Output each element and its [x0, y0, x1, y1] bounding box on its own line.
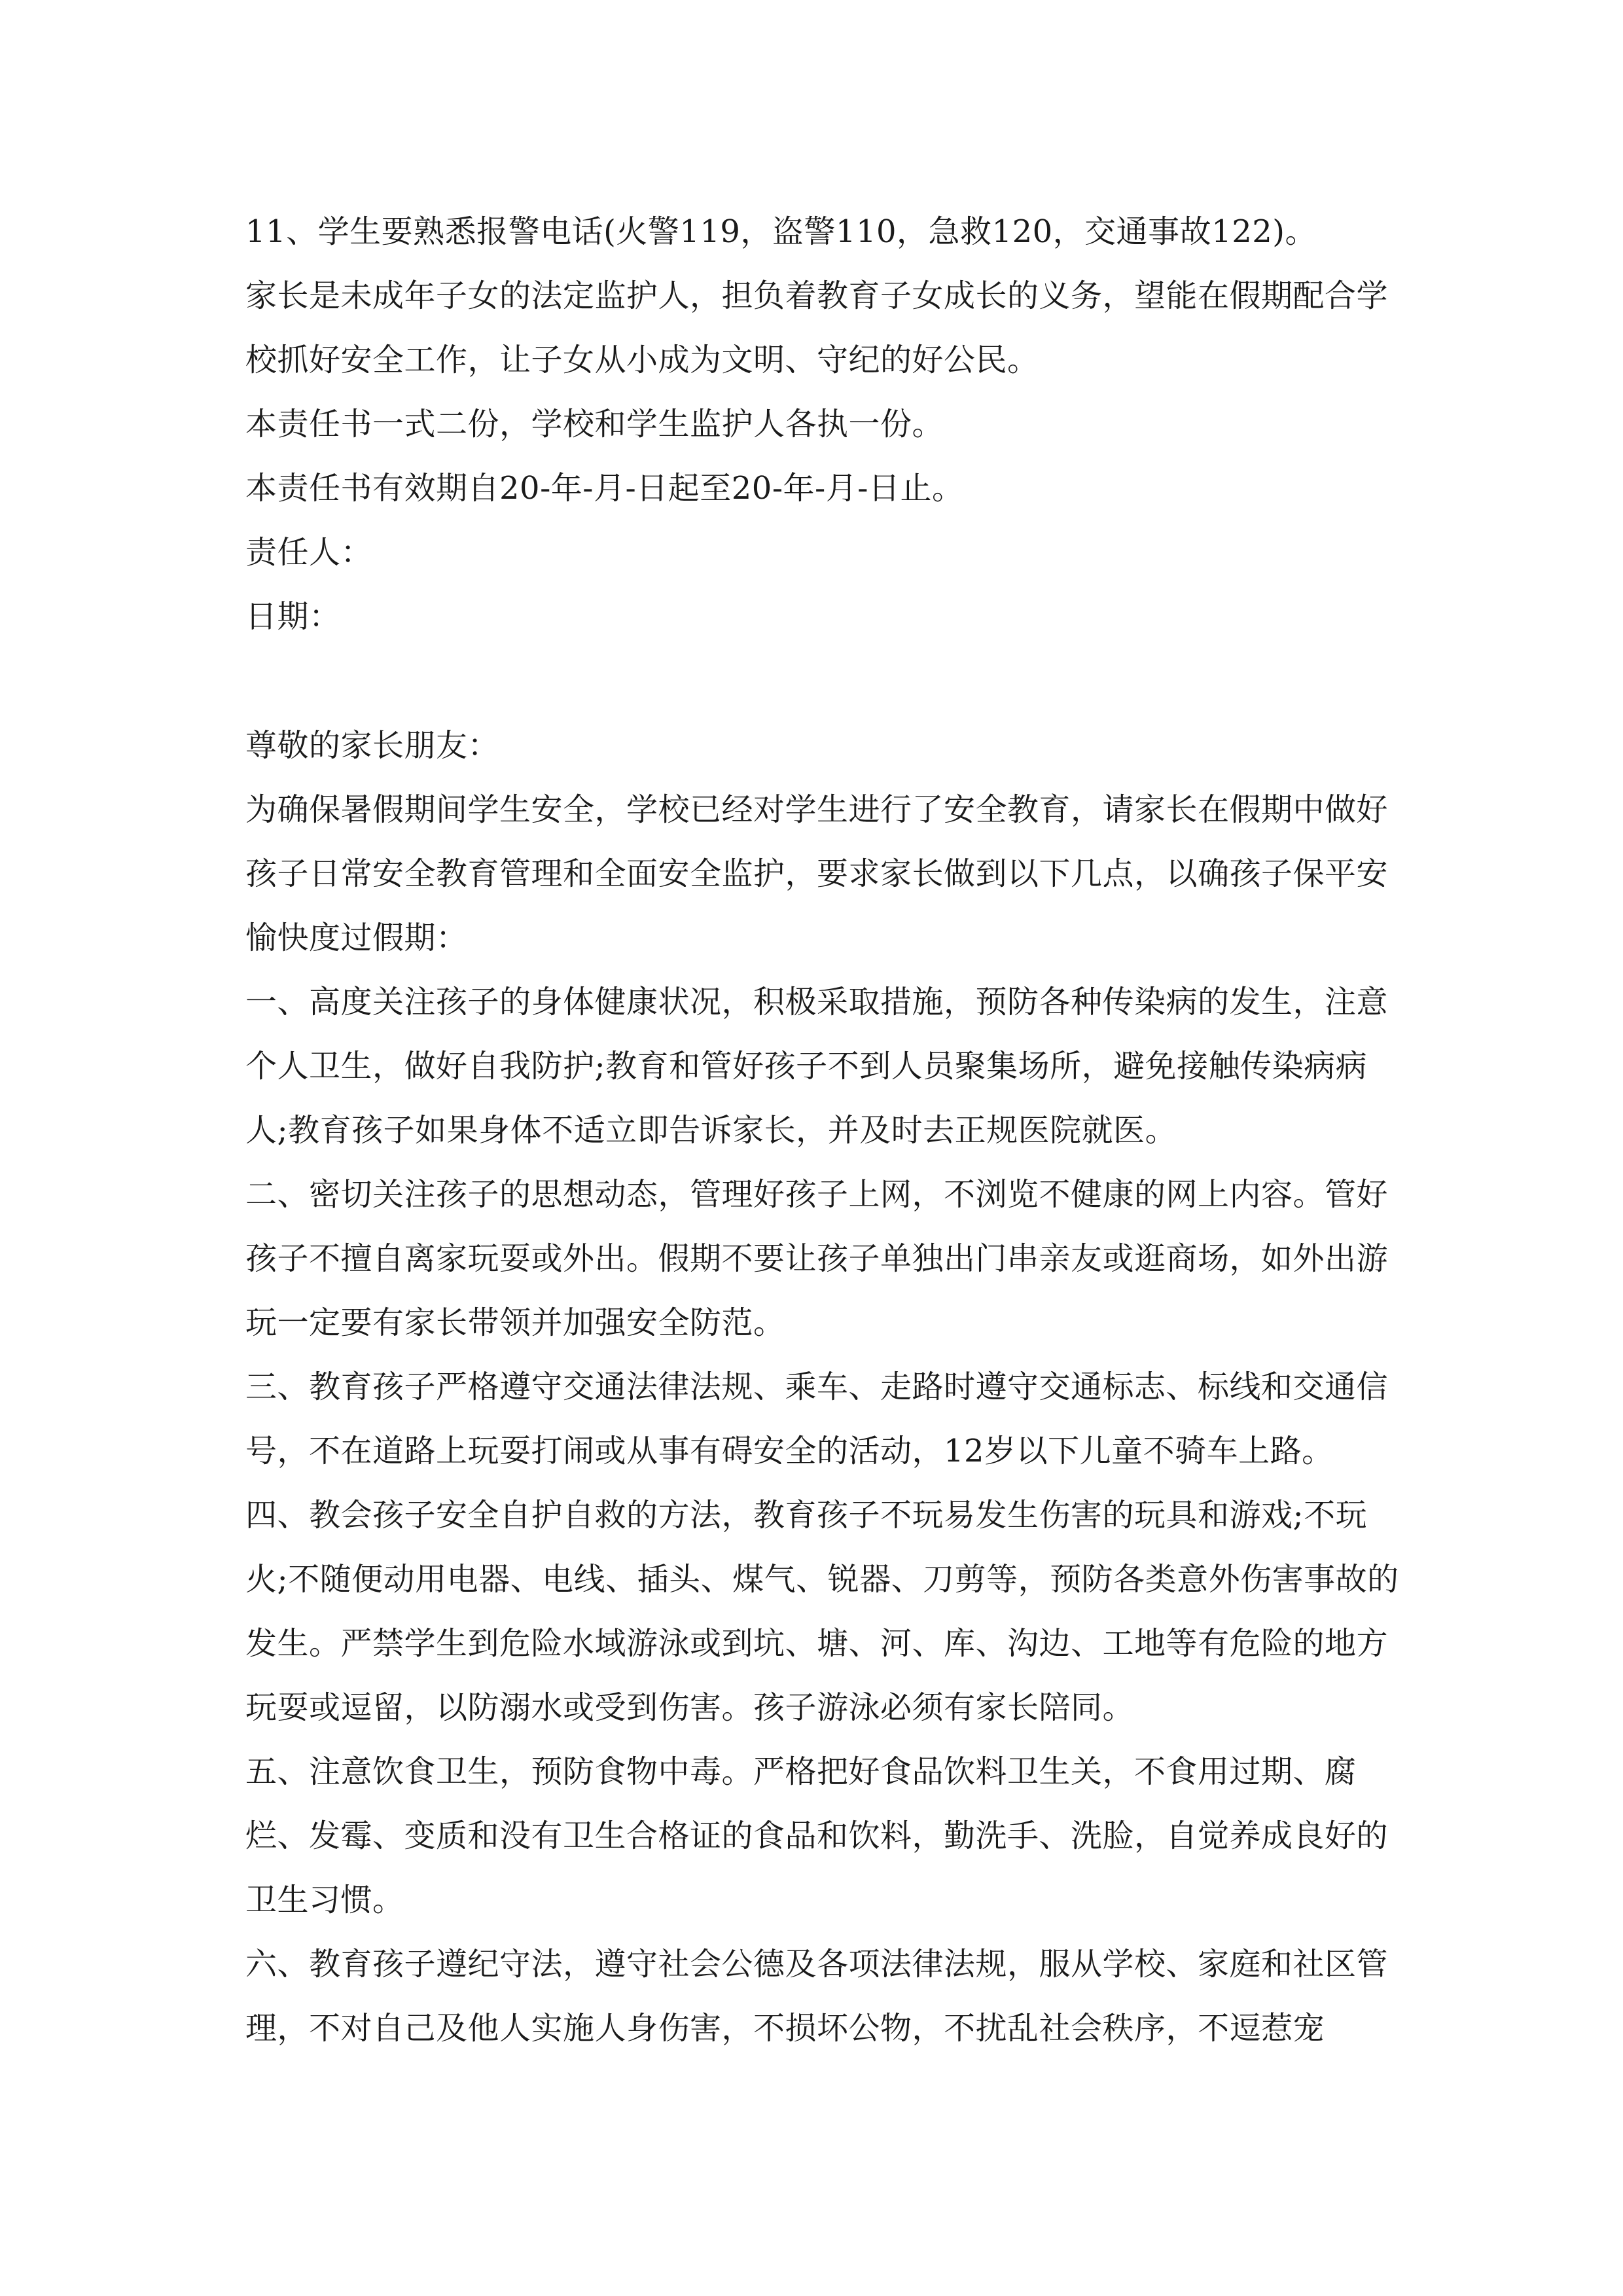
validity-paragraph: 本责任书有效期自20-年-月-日起至20-年-月-日止。 — [245, 470, 964, 507]
letter-salutation: 尊敬的家长朋友： — [245, 727, 500, 764]
item-food-hygiene: 五、注意饮食卫生，预防食物中毒。严格把好食品饮料卫生关，不食用过期、腐烂、发霉、变质和没有卫生合格证的食品和饮料，勤洗手、洗脸，自觉养成良好的卫生习惯。 — [245, 1753, 1389, 1918]
guardian-duty-paragraph: 家长是未成年子女的法定监护人，担负着教育子女成长的义务，望能在假期配合学校抓好安全工作，让子女从小成为文明、守纪的好公民。 — [245, 278, 1389, 378]
parent-letter-section — [245, 713, 1400, 2060]
responsibility-section — [245, 200, 1400, 649]
date-label: 日期： — [245, 598, 341, 635]
item-law-abiding: 六、教育孩子遵纪守法，遵守社会公德及各项法律法规，服从学校、家庭和社区管理，不对自己及他人实施人身伤害，不损坏公物，不扰乱社会秩序，不逗惹宠 — [245, 1946, 1389, 2047]
item-traffic-safety: 三、教育孩子严格遵守交通法律法规、乘车、走路时遵守交通标志、标线和交通信号，不在道路上玩耍打闹或从事有碍安全的活动，12岁以下儿童不骑车上路。 — [245, 1369, 1389, 1469]
copies-paragraph: 本责任书一式二份，学校和学生监护人各执一份。 — [245, 406, 944, 442]
responsible-person-label: 责任人： — [245, 534, 373, 571]
emergency-numbers-item: 11、学生要熟悉报警电话(火警119，盗警110，急救120，交通事故122)。 — [245, 213, 1317, 250]
item-health: 一、高度关注孩子的身体健康状况，积极采取措施，预防各种传染病的发生，注意个人卫生，做好自我防护;教育和管好孩子不到人员聚集场所，避免接触传染病病人;教育孩子如果身体不适立即告诉家长，并及时去正规医院就医。 — [245, 984, 1389, 1149]
item-mindset-internet: 二、密切关注孩子的思想动态，管理好孩子上网，不浏览不健康的网上内容。管好孩子不擅自离家玩耍或外出。假期不要让孩子单独出门串亲友或逛商场，如外出游玩一定要有家长带领并加强安全防范。 — [245, 1176, 1389, 1341]
item-self-protection: 四、教会孩子安全自护自救的方法，教育孩子不玩易发生伤害的玩具和游戏;不玩火;不随便动用电器、电线、插头、煤气、锐器、刀剪等，预防各类意外伤害事故的发生。严禁学生到危险水域游泳或到坑、塘、河、库、沟边、工地等有危险的地方玩耍或逗留，以防溺水或受到伤害。孩子游泳必须有家长陪同。 — [245, 1497, 1399, 1726]
letter-intro-paragraph: 为确保暑假期间学生安全，学校已经对学生进行了安全教育，请家长在假期中做好孩子日常安全教育管理和全面安全监护，要求家长做到以下几点，以确孩子保平安愉快度过假期： — [245, 791, 1389, 956]
